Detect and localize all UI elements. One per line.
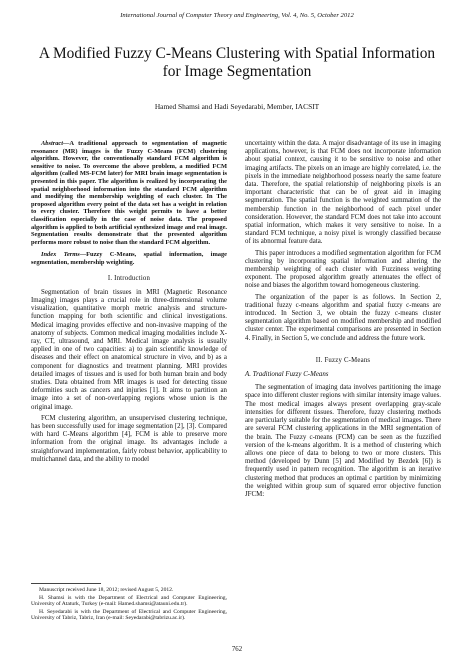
footnote-author-1: H. Shamsi is with the Department of Electrical and Computer Engineering, University of Ataturk, Turkey (e-mail: Hamed.shamsi@atauni.edu.tr). [31,594,227,608]
index-terms-label: Index Terms [41,251,80,259]
abstract [31,140,227,246]
footnote-received: Manuscript received June 18, 2012; revised August 5, 2012. [39,587,174,593]
author-line: Hamed Shamsi and Hadi Seyedarabi, Member, IACSIT [154,102,320,111]
footnote-author-2: H. Seyedarabi is with the Department of Electrical and Computer Engineering, University of Tabriz, Tabriz, Iran (e-mail: Seyedarabi@tabrizu.ac.ir). [31,608,227,622]
journal-header: International Journal of Computer Theory and Engineering, Vol. 4, No. 5, October 2012 [120,12,354,19]
section-heading-fuzzy-c-means: II. Fuzzy C-Means [315,356,371,364]
index-terms [31,251,227,266]
abstract-label: Abstract [41,140,64,147]
abstract-text: —A traditional approach to segmentation of magnetic resonance (MR) images is the Fuzzy C-Means (FCM) clustering algorithm. However, the conventionally standard FCM algorithm is sensitive to noise. To overcome the above problem, a modified FCM algorithm (called MS-FCM later) for MRI brain image segmentation is presented in this paper. The algorithm is realized by incorporating the spatial neighborhood information into the standard FCM algorithm and modifying the membership weighting of each cluster. In The proposed algorithm every point of the data set has a weight in relation to every cluster. Therefore this weight permits to have a better classification especially in the case of noise data. The proposed algorithm is applied to both artificial synthesized image and real image. Segmentation results demonstrate that the presented algorithm performs more robust to noise than the standard FCM algorithm. [31,140,227,246]
left-column [31,140,227,467]
intro-paragraph-2: FCM clustering algorithm, an unsupervised clustering technique, has been successfully used for image segmentation [2], [3]. Compared with hard C-Means algorithm [4], FCM is able to preserve more information from the original image. Its advantages include a straightforward implementation, fairly robust behavior, applicability to multichannel data, and the ability to model [31,414,227,463]
right-paragraph-3: The organization of the paper is as follows. In Section 2, traditional fuzzy c-means algorithm and spatial fuzzy c-means are introduced. In Section 3, we obtain the fuzzy c-means cluster segmentation algorithm based on modified membership and modified cluster center. The experimental comparisons are presented in Section 4. Finally, in Section 5, we conclude and address the future work. [245,293,441,342]
footnote-divider [31,583,101,584]
fcm-paragraph-1: The segmentation of imaging data involves partitioning the image space into different cluster regions with similar intensity image values. The most medical images always present overlapping gray-scale intensities for different tissues. Therefore, fuzzy clustering methods are particularly suitable for the segmentation of medical images. There are several FCM clustering applications in the MRI segmentation of the brain. The Fuzzy c-means (FCM) can be seen as the fuzzified version of the k-means algorithm. It is a method of clustering which allows one piece of data to belong to two or more clusters. This method (developed by Dunn [5] and Modified by Bezdek [6]) is frequently used in pattern recognition. The algorithm is an iterative clustering method that produces an optimal c partition by minimizing the weighted within group sum of squared error objective function JFCM: [245,384,441,498]
subsection-heading-traditional-fcm: A. Traditional Fuzzy C-Means [245,371,329,379]
paper-title: A Modified Fuzzy C-Means Clustering with Spatial Information for Image Segmentation [38,45,436,80]
index-terms-text: —Fuzzy C-Means, spatial information, image segmentation, membership weighting. [31,251,228,266]
intro-paragraph-1: Segmentation of brain tissues in MRI (Magnetic Resonance Imaging) images plays a crucial role in three-dimensional volume visualization, quantitative morph metric analysis and structure-function mapping for both scientific and clinical investigations. Medical imaging provides effective and non-invasive mapping of the anatomy of subjects. Common medical imaging modalities include X-ray, CT, ultrasound, and MRI. Medical image analysis is usually applied in one of two capacities: a) to gain scientific knowledge of diseases and their effect on anatomical structure in vivo, and b) as a component for diagnostics and treatment planning. MRI provides detailed images of tissues and is used for both human brain and body studies. Data obtained from MR images is used for detecting tissue deformities such as cancers and injuries [1]. It aims to partition an image into a set of non-overlapping regions whose union is the original image. [31,288,227,411]
right-paragraph-1: uncertainty within the data. A major disadvantage of its use in imaging applications, however, is that FCM does not incorporate information about spatial context, causing it to be sensitive to noise and other imaging artifacts. The pixels on an image are highly correlated, i.e. the pixels in the immediate neighborhood possess nearly the same feature data. Therefore, the spatial relationship of neighboring pixels is an important characteristic that can be of great aid in imaging segmentation. The spatial function is the weighted summation of the membership function in the neighborhood of each pixel under consideration. However, the standard FCM does not take into account spatial information, which makes it very sensitive to noise. In a standard FCM technique, a noisy pixel is wrongly classified because of its abnormal feature data. [245,140,441,246]
right-column [245,140,441,502]
right-paragraph-2: This paper introduces a modified segmentation algorithm for FCM clustering by incorporating spatial information and altering the membership weighting of each cluster with Fuzziness weighting exponent. The proposed algorithm greatly attenuates the effect of noise and biases the algorithm toward homogeneous clustering. [245,249,441,290]
section-heading-introduction: I. Introduction [107,274,151,282]
page-number: 762 [231,646,243,653]
footnotes [31,583,227,623]
